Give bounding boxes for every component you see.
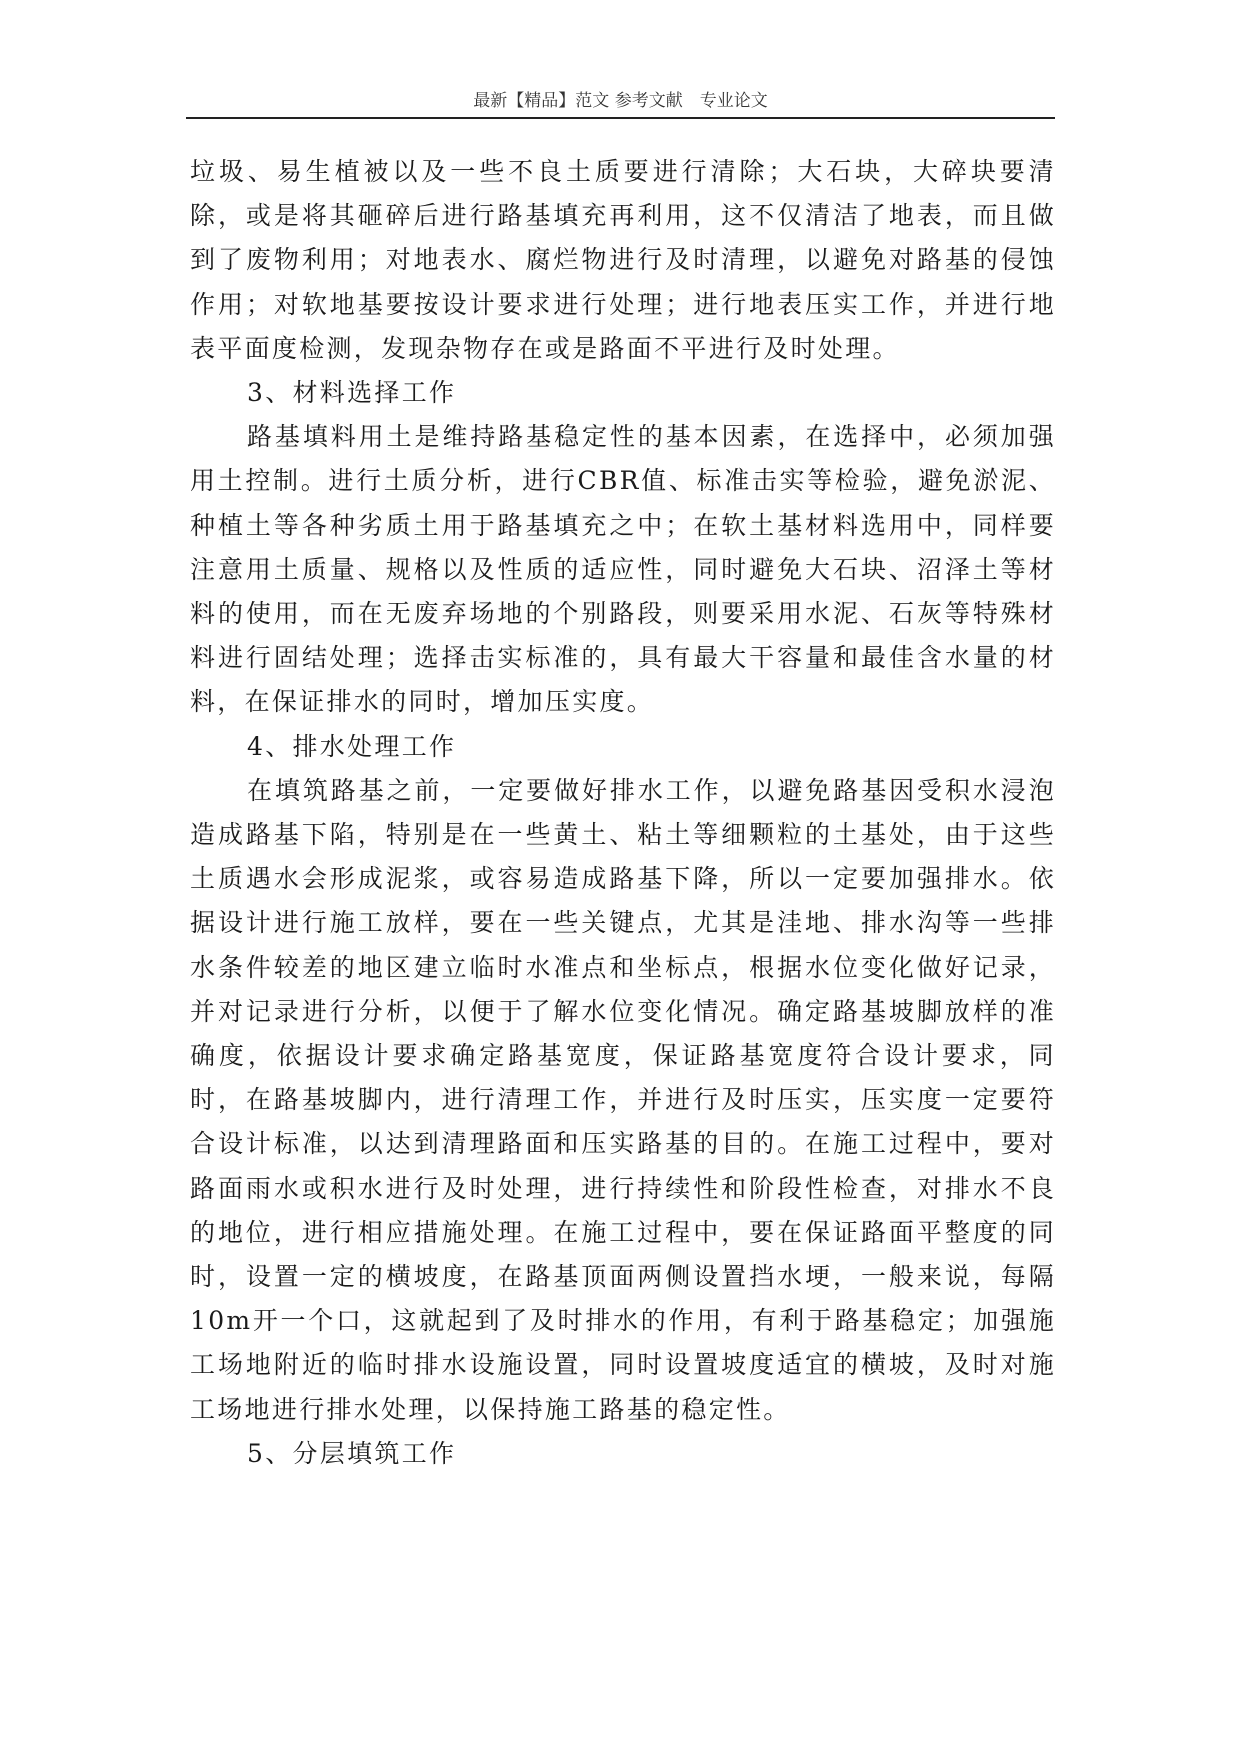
page-header: 最新【精品】范文 参考文献 专业论文 <box>473 91 768 111</box>
section-heading-drainage: 4、排水处理工作 <box>247 731 457 761</box>
paragraph-material-selection: 路基填料用土是维持路基稳定性的基本因素，在选择中，必须加强用土控制。进行土质分析，进行CBR值、标准击实等检验，避免淤泥、种植土等各种劣质土用于路基填充之中；在软土基材料选用中，同样要注意用土质量、规格以及性质的适应性，同时避免大石块、沼泽土等材料的使用，而在无废弃场地的个别路段，则要采用水泥、石灰等特殊材料进行固结处理；选择击实标准的，具有最大干容量和最佳含水量的材料，在保证排水的同时，增加压实度。 <box>190 422 1056 717</box>
header-divider <box>186 117 1055 119</box>
paragraph-drainage: 在填筑路基之前，一定要做好排水工作，以避免路基因受积水浸泡造成路基下陷，特别是在一些黄土、粘土等细颗粒的土基处，由于这些土质遇水会形成泥浆，或容易造成路基下降，所以一定要加强排水。依据设计进行施工放样，要在一些关键点，尤其是洼地、排水沟等一些排水条件较差的地区建立临时水准点和坐标点，根据水位变化做好记录，并对记录进行分析，以便于了解水位变化情况。确定路基坡脚放样的准确度，依据设计要求确定路基宽度，保证路基宽度符合设计要求，同时，在路基坡脚内，进行清理工作，并进行及时压实，压实度一定要符合设计标准，以达到清理路面和压实路基的目的。在施工过程中，要对路面雨水或积水进行及时处理，进行持续性和阶段性检查，对排水不良的地位，进行相应措施处理。在施工过程中，要在保证路面平整度的同时，设置一定的横坡度，在路基顶面两侧设置挡水埂，一般来说，每隔10m开一个口，这就起到了及时排水的作用，有利于路基稳定；加强施工场地附近的临时排水设施设置，同时设置坡度适宜的横坡，及时对施工场地进行排水处理，以保持施工路基的稳定性。 <box>190 775 1056 1424</box>
section-heading-material-selection: 3、材料选择工作 <box>247 378 457 408</box>
paragraph-continuation: 垃圾、易生植被以及一些不良土质要进行清除；大石块，大碎块要清除，或是将其砸碎后进行路基填充再利用，这不仅清洁了地表，而且做到了废物利用；对地表水、腐烂物进行及时清理，以避免对路基的侵蚀作用；对软地基要按设计要求进行处理；进行地表压实工作，并进行地表平面度检测，发现杂物存在或是路面不平进行及时处理。 <box>190 157 1056 363</box>
document-body <box>190 150 1056 1476</box>
section-heading-layered-filling: 5、分层填筑工作 <box>247 1438 457 1468</box>
